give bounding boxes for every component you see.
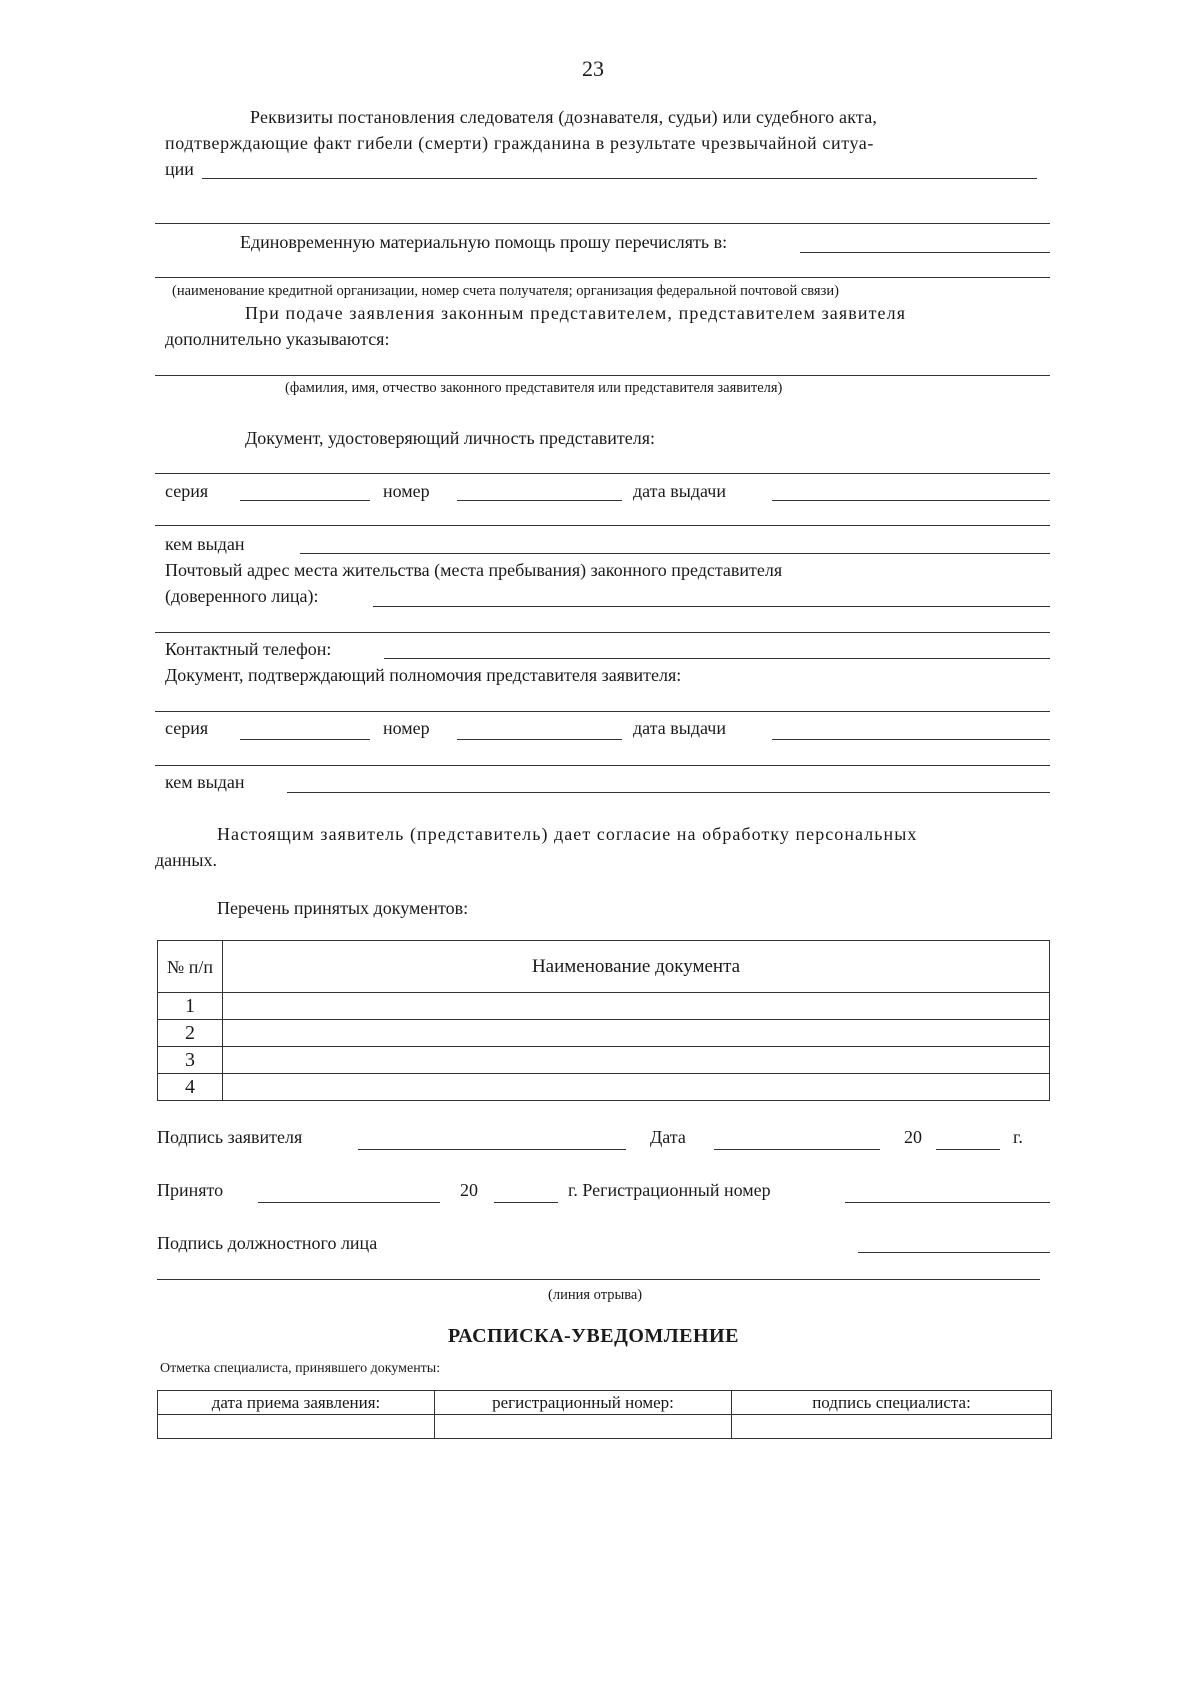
payment-field[interactable]	[800, 252, 1050, 253]
year-field[interactable]	[936, 1149, 1000, 1150]
year-prefix: 20	[904, 1127, 922, 1147]
authority-series-field[interactable]	[240, 739, 370, 740]
receipt-reg-number-cell[interactable]	[435, 1415, 732, 1439]
payment-caption: (наименование кредитной организации, номер счета получателя; организация федеральной почтовой связи)	[172, 283, 839, 299]
receipt-title: РАСПИСКА-УВЕДОМЛЕНИЕ	[448, 1325, 739, 1347]
tear-line	[157, 1279, 1040, 1280]
receipt-table	[157, 1390, 1052, 1439]
resolution-details-line1: Реквизиты постановления следователя (дознавателя, судьи) или судебного акта,	[250, 107, 878, 127]
documents-table	[157, 940, 1050, 1101]
id-issued-by-label: кем выдан	[165, 534, 245, 554]
resolution-details-field-2[interactable]	[155, 223, 1050, 224]
col-name-header: Наименование документа	[223, 941, 1050, 993]
row-number: 4	[158, 1074, 223, 1101]
receipt-date-cell[interactable]	[158, 1415, 435, 1439]
receipt-col-date: дата приема заявления:	[158, 1391, 435, 1415]
authority-number-label: номер	[383, 718, 430, 738]
row-document-name[interactable]	[223, 1020, 1050, 1047]
payment-label: Единовременную материальную помощь прошу перечислять в:	[240, 232, 728, 252]
consent-line1: Настоящим заявитель (представитель) дает согласие на обработку персональных	[217, 824, 918, 844]
col-number-header: № п/п	[158, 941, 223, 993]
phone-field[interactable]	[384, 658, 1050, 659]
id-issue-date-label: дата выдачи	[633, 481, 726, 501]
representative-intro-line2: дополнительно указываются:	[165, 329, 390, 349]
row-document-name[interactable]	[223, 1074, 1050, 1101]
authority-issued-by-label: кем выдан	[165, 772, 245, 792]
id-document-divider	[155, 473, 1050, 474]
year-suffix: г.	[1013, 1127, 1023, 1147]
row-number: 2	[158, 1020, 223, 1047]
date-field[interactable]	[714, 1149, 880, 1150]
registration-number-field[interactable]	[845, 1202, 1050, 1203]
tear-line-caption: (линия отрыва)	[548, 1287, 643, 1303]
receipt-col-signature: подпись специалиста:	[732, 1391, 1052, 1415]
authority-number-field[interactable]	[457, 739, 622, 740]
representative-name-field[interactable]	[155, 375, 1050, 376]
authority-series-label: серия	[165, 718, 209, 738]
authority-issued-by-field[interactable]	[287, 792, 1050, 793]
documents-list-label: Перечень принятых документов:	[217, 898, 469, 918]
date-label: Дата	[650, 1127, 686, 1147]
row-document-name[interactable]	[223, 1047, 1050, 1074]
resolution-details-line2: подтверждающие факт гибели (смерти) гражданина в результате чрезвычайной ситуа-	[165, 133, 874, 153]
receipt-signature-cell[interactable]	[732, 1415, 1052, 1439]
authority-document-label: Документ, подтверждающий полномочия представителя заявителя:	[165, 665, 682, 685]
receipt-note: Отметка специалиста, принявшего документы:	[160, 1361, 441, 1376]
id-series-label: серия	[165, 481, 209, 501]
resolution-details-line3: ции	[165, 159, 194, 179]
registration-number-label: г. Регистрационный номер	[568, 1180, 771, 1200]
address-field-2[interactable]	[155, 632, 1050, 633]
address-field[interactable]	[373, 606, 1050, 607]
id-series-field[interactable]	[240, 500, 370, 501]
id-document-label: Документ, удостоверяющий личность представителя:	[245, 428, 656, 448]
official-signature-field[interactable]	[858, 1252, 1050, 1253]
authority-divider	[155, 711, 1050, 712]
authority-issue-date-field[interactable]	[772, 739, 1050, 740]
authority-issue-date-label: дата выдачи	[633, 718, 726, 738]
representative-name-caption: (фамилия, имя, отчество законного представителя или представителя заявителя)	[285, 380, 783, 396]
accepted-year-field[interactable]	[494, 1202, 558, 1203]
id-number-label: номер	[383, 481, 430, 501]
row-number: 3	[158, 1047, 223, 1074]
representative-intro-line1: При подаче заявления законным представителем, представителем заявителя	[245, 303, 907, 323]
accepted-label: Принято	[157, 1180, 224, 1200]
page-number: 23	[582, 56, 604, 81]
payment-field-2[interactable]	[155, 277, 1050, 278]
id-issued-by-field[interactable]	[300, 553, 1050, 554]
accepted-date-field[interactable]	[258, 1202, 440, 1203]
row-number: 1	[158, 993, 223, 1020]
applicant-signature-label: Подпись заявителя	[157, 1127, 303, 1147]
applicant-signature-field[interactable]	[358, 1149, 626, 1150]
consent-line2: данных.	[155, 850, 218, 870]
resolution-details-field[interactable]	[202, 178, 1037, 179]
official-signature-label: Подпись должностного лица	[157, 1233, 378, 1253]
row-document-name[interactable]	[223, 993, 1050, 1020]
phone-label: Контактный телефон:	[165, 639, 332, 659]
address-label-line1: Почтовый адрес места жительства (места пребывания) законного представителя	[165, 560, 783, 580]
address-label-line2: (доверенного лица):	[165, 586, 319, 606]
authority-divider-2	[155, 765, 1050, 766]
id-number-field[interactable]	[457, 500, 622, 501]
receipt-col-reg-number: регистрационный номер:	[435, 1391, 732, 1415]
id-divider-2	[155, 525, 1050, 526]
accepted-year-prefix: 20	[460, 1180, 478, 1200]
id-issue-date-field[interactable]	[772, 500, 1050, 501]
